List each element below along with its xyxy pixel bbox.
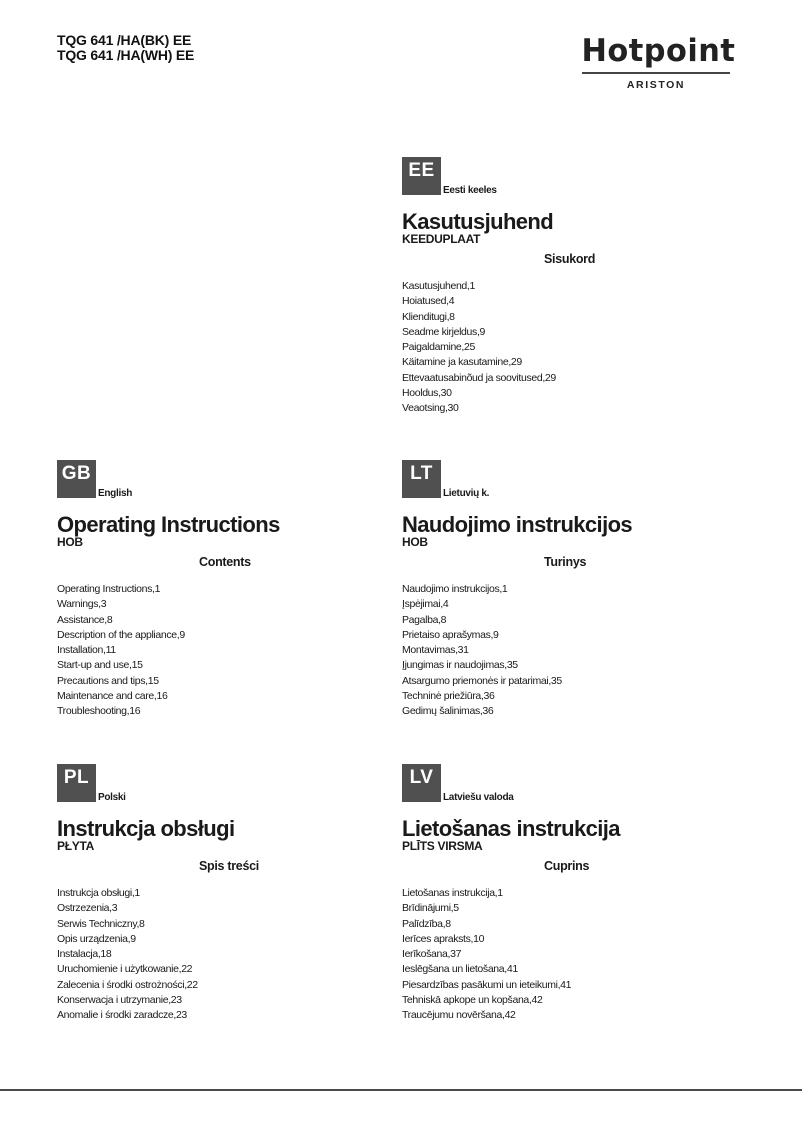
toc-item: Ierīces apraksts,10: [402, 932, 485, 945]
toc-item: Warnings,3: [57, 598, 107, 611]
product-type: KEEDUPLAAT: [402, 232, 481, 246]
model-numbers: [57, 33, 194, 63]
brand-logo: [580, 33, 736, 91]
toc-item: Konserwacja i utrzymanie,23: [57, 994, 182, 1007]
contents-heading: Contents: [199, 555, 251, 569]
toc-item: Assistance,8: [57, 613, 113, 626]
toc-item: Įjungimas ir naudojimas,35: [402, 659, 518, 672]
table-of-contents: [402, 279, 702, 417]
manual-title: Kasutusjuhend: [402, 209, 554, 234]
section-gb: [57, 460, 357, 720]
footer-divider: [0, 1089, 802, 1091]
table-of-contents: [402, 886, 702, 1024]
toc-item: Hoiatused,4: [402, 295, 455, 308]
toc-item: Start-up and use,15: [57, 659, 143, 672]
toc-item: Atsargumo priemonės ir patarimai,35: [402, 674, 562, 687]
toc-item: Tehniskā apkope un kopšana,42: [402, 994, 543, 1007]
toc-item: Zalecenia i środki ostrożności,22: [57, 978, 198, 991]
contents-heading: Cuprins: [544, 859, 590, 873]
toc-item: Montavimas,31: [402, 644, 469, 657]
toc-item: Klienditugi,8: [402, 310, 455, 323]
product-type: PLĪTS VIRSMA: [402, 839, 483, 853]
manual-title: Instrukcja obsługi: [57, 816, 235, 841]
language-name: Latviešu valoda: [443, 792, 514, 803]
toc-item: Käitamine ja kasutamine,29: [402, 356, 522, 369]
toc-item: Maintenance and care,16: [57, 690, 168, 703]
table-of-contents: [57, 886, 357, 1024]
toc-item: Veaotsing,30: [402, 402, 459, 415]
toc-item: Paigaldamine,25: [402, 341, 475, 354]
toc-item: Piesardzības pasākumi un ieteikumi,41: [402, 978, 572, 991]
product-type: PŁYTA: [57, 839, 94, 853]
toc-item: Traucējumu novēršana,42: [402, 1009, 516, 1022]
language-badge: GB: [57, 460, 96, 498]
contents-heading: Sisukord: [544, 252, 596, 266]
toc-item: Serwis Techniczny,8: [57, 917, 145, 930]
product-type: HOB: [402, 535, 428, 549]
section-pl: [57, 764, 357, 1024]
language-name: Polski: [98, 792, 126, 803]
toc-item: Installation,11: [57, 644, 116, 657]
toc-item: Palīdzība,8: [402, 917, 451, 930]
language-name: Lietuvių k.: [443, 488, 490, 499]
toc-item: Uruchomienie i użytkowanie,22: [57, 963, 193, 976]
table-of-contents: [402, 582, 702, 720]
contents-heading: Spis treści: [199, 859, 259, 873]
toc-item: Įspėjimai,4: [402, 598, 449, 611]
manual-title: Operating Instructions: [57, 512, 280, 537]
brand-name: Hotpoint: [581, 33, 736, 69]
contents-heading: Turinys: [544, 555, 587, 569]
toc-item: Gedimų šalinimas,36: [402, 705, 494, 718]
brand-subname: ARISTON: [626, 79, 686, 91]
section-lt: [402, 460, 702, 720]
model-number: TQG 641 /HA(WH) EE: [57, 47, 195, 63]
toc-item: Kasutusjuhend,1: [402, 280, 475, 292]
toc-item: Techninė priežiūra,36: [402, 690, 495, 703]
toc-item: Hooldus,30: [402, 387, 452, 400]
section-ee: [402, 157, 702, 417]
language-name: English: [98, 488, 133, 499]
toc-item: Instalacja,18: [57, 948, 112, 961]
toc-item: Operating Instructions,1: [57, 583, 161, 595]
toc-item: Troubleshooting,16: [57, 705, 141, 718]
toc-item: Prietaiso aprašymas,9: [402, 628, 499, 641]
manual-title: Lietošanas instrukcija: [402, 816, 620, 841]
model-number: TQG 641 /HA(BK) EE: [57, 32, 192, 48]
toc-item: Naudojimo instrukcijos,1: [402, 583, 508, 595]
toc-item: Description of the appliance,9: [57, 628, 185, 641]
language-badge: LT: [402, 460, 441, 498]
product-type: HOB: [57, 535, 83, 549]
toc-item: Ierīkošana,37: [402, 948, 462, 961]
language-badge: LV: [402, 764, 441, 802]
toc-item: Precautions and tips,15: [57, 674, 159, 687]
language-name: Eesti keeles: [443, 185, 497, 196]
toc-item: Ostrzezenia,3: [57, 902, 118, 915]
toc-item: Seadme kirjeldus,9: [402, 325, 485, 338]
toc-item: Opis urządzenia,9: [57, 932, 136, 945]
toc-item: Pagalba,8: [402, 613, 447, 626]
toc-item: Brīdinājumi,5: [402, 902, 459, 915]
toc-item: Anomalie i środki zaradcze,23: [57, 1009, 187, 1022]
manual-title: Naudojimo instrukcijos: [402, 512, 633, 537]
toc-item: Ieslēgšana un lietošana,41: [402, 963, 518, 976]
toc-item: Lietošanas instrukcija,1: [402, 887, 503, 899]
section-lv: [402, 764, 702, 1024]
toc-item: Ettevaatusabinõud ja soovitused,29: [402, 371, 556, 384]
logo-divider: [582, 72, 730, 74]
language-badge: EE: [402, 157, 441, 195]
language-badge: PL: [57, 764, 96, 802]
toc-item: Instrukcja obsługi,1: [57, 887, 140, 899]
table-of-contents: [57, 582, 357, 720]
